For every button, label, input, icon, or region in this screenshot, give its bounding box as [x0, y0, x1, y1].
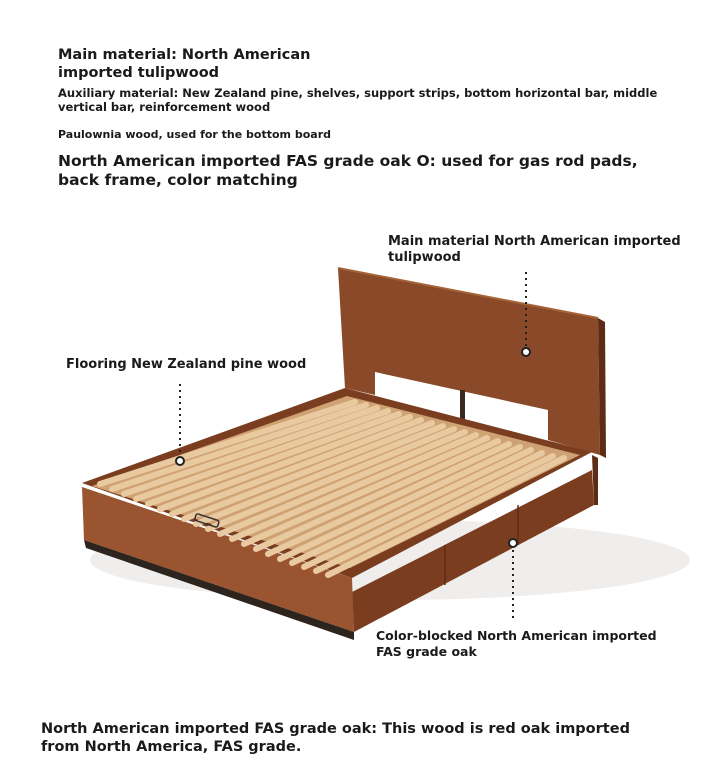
footer-note: North American imported FAS grade oak: This wood is red oak imported from North America, FAS grade. [41, 721, 630, 756]
frame-callout: Color-blocked North American imported FAS grade oak [376, 628, 657, 659]
auxiliary-material-text: Auxiliary material: New Zealand pine, shelves, support strips, bottom horizontal bar, middle vertical bar, reinforcement wood [58, 86, 658, 115]
fas-oak-text: North American imported FAS grade oak O: used for gas rod pads, back frame, color matching [58, 152, 638, 190]
paulownia-text: Paulownia wood, used for the bottom board [58, 128, 331, 141]
headboard-callout: Main material North American imported tulipwood [388, 234, 681, 266]
flooring-callout: Flooring New Zealand pine wood [66, 357, 307, 372]
main-material-text: Main material: North American imported tulipwood [58, 47, 311, 82]
